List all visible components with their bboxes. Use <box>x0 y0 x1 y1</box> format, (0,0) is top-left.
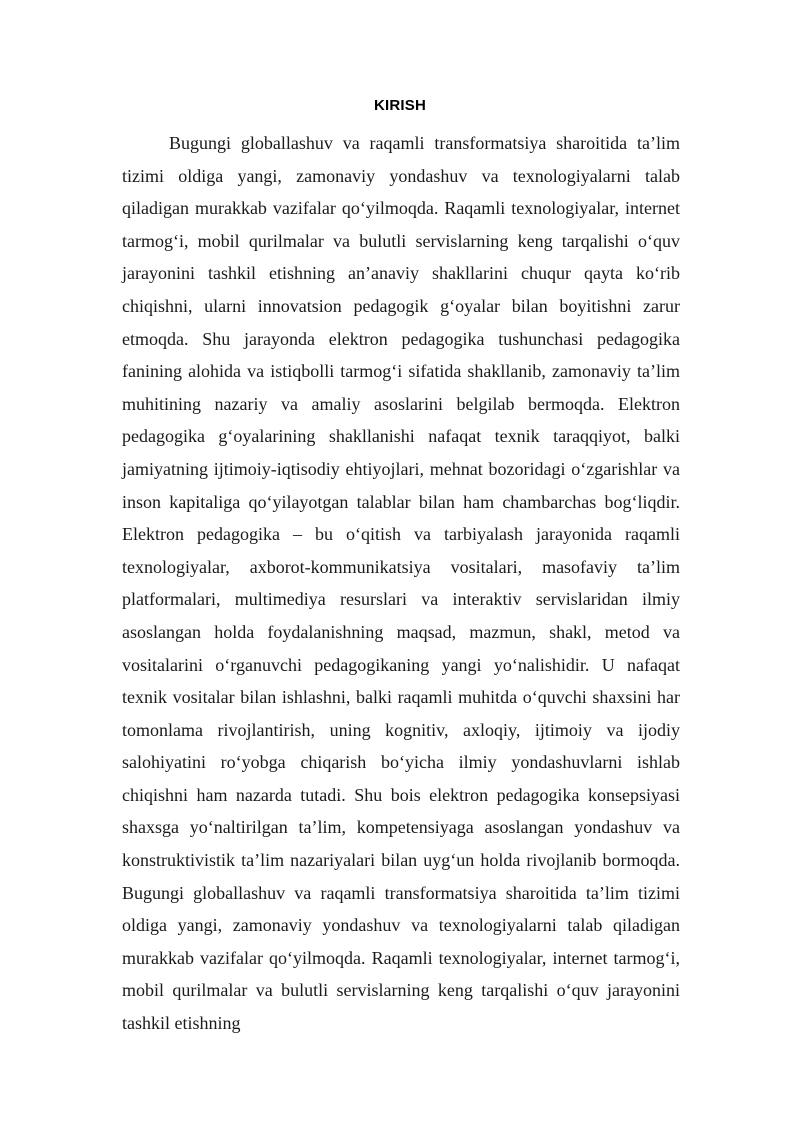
body-paragraph: Bugungi globallashuv va raqamli transformatsiya sharoitida ta’lim tizimi oldiga yangi, zamonaviy yondashuv va texnologiyalarni talab qiladigan murakkab vazifalar qo‘yilmoqda. Raqamli texnologiyalar, internet tarmog‘i, mobil qurilmalar va bulutli servislarning keng tarqalishi o‘quv jarayonini tashkil etishning an’anaviy shakllarini chuqur qayta ko‘rib chiqishni, ularni innovatsion pedagogik g‘oyalar bilan boyitishni zarur etmoqda. Shu jarayonda elektron pedagogika tushunchasi pedagogika fanining alohida va istiqbolli tarmog‘i sifatida shakllanib, zamonaviy ta’lim muhitining nazariy va amaliy asoslarini belgilab bermoqda. Elektron pedagogika g‘oyalarining shakllanishi nafaqat texnik taraqqiyot, balki jamiyatning ijtimoiy-iqtisodiy ehtiyojlari, mehnat bozoridagi o‘zgarishlar va inson kapitaliga qo‘yilayotgan talablar bilan ham chambarchas bog‘liqdir. Elektron pedagogika – bu o‘qitish va tarbiyalash jarayonida raqamli texnologiyalar, axborot-kommunikatsiya vositalari, masofaviy ta’lim platformalari, multimediya resurslari va interaktiv servislaridan ilmiy asoslangan holda foydalanishning maqsad, mazmun, shakl, metod va vositalarini o‘rganuvchi pedagogikaning yangi yo‘nalishidir. U nafaqat texnik vositalar bilan ishlashni, balki raqamli muhitda o‘quvchi shaxsini har tomonlama rivojlantirish, uning kognitiv, axloqiy, ijtimoiy va ijodiy salohiyatini ro‘yobga chiqarish bo‘yicha ilmiy yondashuvlarni ishlab chiqishni ham nazarda tutadi. Shu bois elektron pedagogika konsepsiyasi shaxsga yo‘naltirilgan ta’lim, kompetensiyaga asoslangan yondashuv va konstruktivistik ta’lim nazariyalari bilan uyg‘un holda rivojlanib bormoqda. Bugungi globallashuv va raqamli transformatsiya sharoitida ta’lim tizimi oldiga yangi, zamonaviy yondashuv va texnologiyalarni talab qiladigan murakkab vazifalar qo‘yilmoqda. Raqamli texnologiyalar, internet tarmog‘i, mobil qurilmalar va bulutli servislarning keng tarqalishi o‘quv jarayonini tashkil etishning <box>122 133 680 1034</box>
section-heading: KIRISH <box>373 97 427 114</box>
